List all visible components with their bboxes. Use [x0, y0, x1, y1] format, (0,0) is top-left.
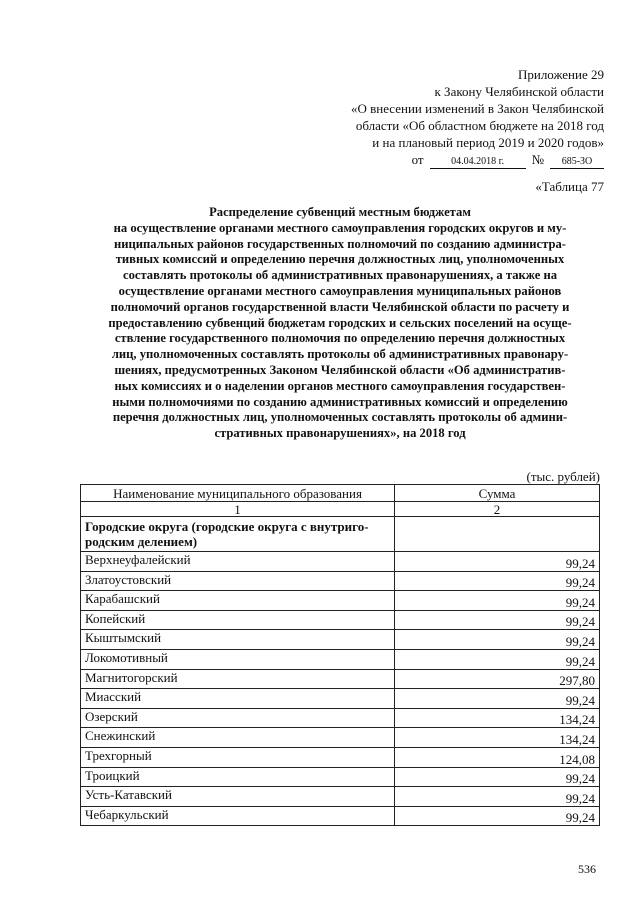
title-line: ствление государственного полномочия по определению перечня должностных: [114, 331, 566, 346]
law-number: 685-ЗО: [550, 155, 604, 169]
appendix-line: к Закону Челябинской области: [434, 84, 604, 99]
page-number: 536: [578, 862, 596, 876]
subvention-table: [80, 484, 600, 826]
appendix-line: «О внесении изменений в Закон Челябинской: [350, 101, 604, 116]
municipality-name: Трехгорный: [81, 747, 395, 767]
title-line: стративных правонарушениях», на 2018 год: [214, 426, 466, 441]
title-line: перечня должностных лиц, уполномоченных составлять протоколы об админи-: [112, 410, 568, 425]
number-label: №: [531, 152, 544, 167]
subvention-sum: 134,24: [395, 708, 600, 728]
subvention-sum: 99,24: [395, 767, 600, 787]
title-line: лиц, уполномоченных составлять протоколы об административных правонару-: [111, 347, 569, 362]
law-date: 04.04.2018 г.: [430, 155, 526, 169]
title-line: ных комиссиях и о наделении органов местного самоуправления государствен-: [114, 378, 566, 393]
subvention-sum: 99,24: [395, 610, 600, 630]
title-line: осуществление органами местного самоуправления муниципальных районов: [118, 283, 562, 298]
title-line: тивных комиссий и определению перечня должностных лиц, уполномоченных: [115, 252, 565, 267]
table-row: [81, 571, 600, 591]
title-line: ными полномочиями по созданию административных комиссий и определению: [112, 394, 568, 409]
units-label: (тыс. рублей): [526, 469, 600, 484]
title-line: предоставлению субвенций бюджетам городских и сельских поселений на осуще-: [108, 315, 572, 330]
subvention-sum: 99,24: [395, 552, 600, 572]
appendix-line: области «Об областном бюджете на 2018 год: [355, 118, 604, 133]
table-row: [81, 630, 600, 650]
subvention-sum: 99,24: [395, 806, 600, 826]
title-line: полномочий органов государственной власти Челябинской области по расчету и: [110, 299, 570, 314]
municipality-name: Кыштымский: [81, 630, 395, 650]
from-label: от: [411, 152, 424, 167]
subvention-sum: 99,24: [395, 649, 600, 669]
subvention-sum: 124,08: [395, 747, 600, 767]
law-date-number: [244, 151, 604, 169]
subvention-sum: 297,80: [395, 669, 600, 689]
table-row: [81, 552, 600, 572]
municipality-name: Локомотивный: [81, 649, 395, 669]
category-sum: [395, 517, 600, 552]
title-line: шениях, предусмотренных Законом Челябинской области «Об административ-: [114, 362, 566, 377]
title-line: на осуществление органами местного самоуправления городских округов и му-: [113, 220, 567, 235]
municipality-name: Чебаркульский: [81, 806, 395, 826]
subvention-sum: 99,24: [395, 591, 600, 611]
municipality-name: Миасский: [81, 689, 395, 709]
column-number-1: 1: [81, 502, 395, 517]
municipality-name: Магнитогорский: [81, 669, 395, 689]
table-row: [81, 708, 600, 728]
title-line: составлять протоколы об административных правонарушениях, а также на: [122, 268, 558, 283]
table-row: [81, 728, 600, 748]
appendix-line: Приложение 29: [517, 67, 604, 82]
title-line: Распределение субвенций местным бюджетам: [209, 205, 471, 219]
municipality-name: Карабашский: [81, 591, 395, 611]
table-row: [81, 787, 600, 807]
table-row: [81, 767, 600, 787]
table-row: [81, 649, 600, 669]
municipality-name: Копейский: [81, 610, 395, 630]
table-row: [81, 591, 600, 611]
municipality-name: Озерский: [81, 708, 395, 728]
table-row: [81, 610, 600, 630]
table-row: [81, 747, 600, 767]
category-row: [81, 517, 600, 552]
table-row: [81, 689, 600, 709]
municipality-name: Златоустовский: [81, 571, 395, 591]
column-header-sum: Сумма: [395, 485, 600, 502]
municipality-name: Усть-Катавский: [81, 787, 395, 807]
subvention-sum: 134,24: [395, 728, 600, 748]
subvention-sum: 99,24: [395, 787, 600, 807]
municipality-name: Верхнеуфалейский: [81, 552, 395, 572]
column-number-2: 2: [395, 502, 600, 517]
category-name: Городские округа (городские округа с внутриго-родским делением): [81, 517, 395, 552]
table-row: [81, 806, 600, 826]
appendix-header: [244, 66, 604, 169]
document-title: [80, 205, 600, 442]
table-row: [81, 669, 600, 689]
municipality-name: Снежинский: [81, 728, 395, 748]
subvention-sum: 99,24: [395, 630, 600, 650]
column-header-name: Наименование муниципального образования: [81, 485, 395, 502]
title-line: ниципальных районов государственных полномочий по созданию администра-: [114, 236, 566, 251]
subvention-sum: 99,24: [395, 689, 600, 709]
subvention-sum: 99,24: [395, 571, 600, 591]
appendix-line: и на плановый период 2019 и 2020 годов»: [372, 135, 604, 150]
municipality-name: Троицкий: [81, 767, 395, 787]
table-label: «Таблица 77: [535, 179, 604, 194]
